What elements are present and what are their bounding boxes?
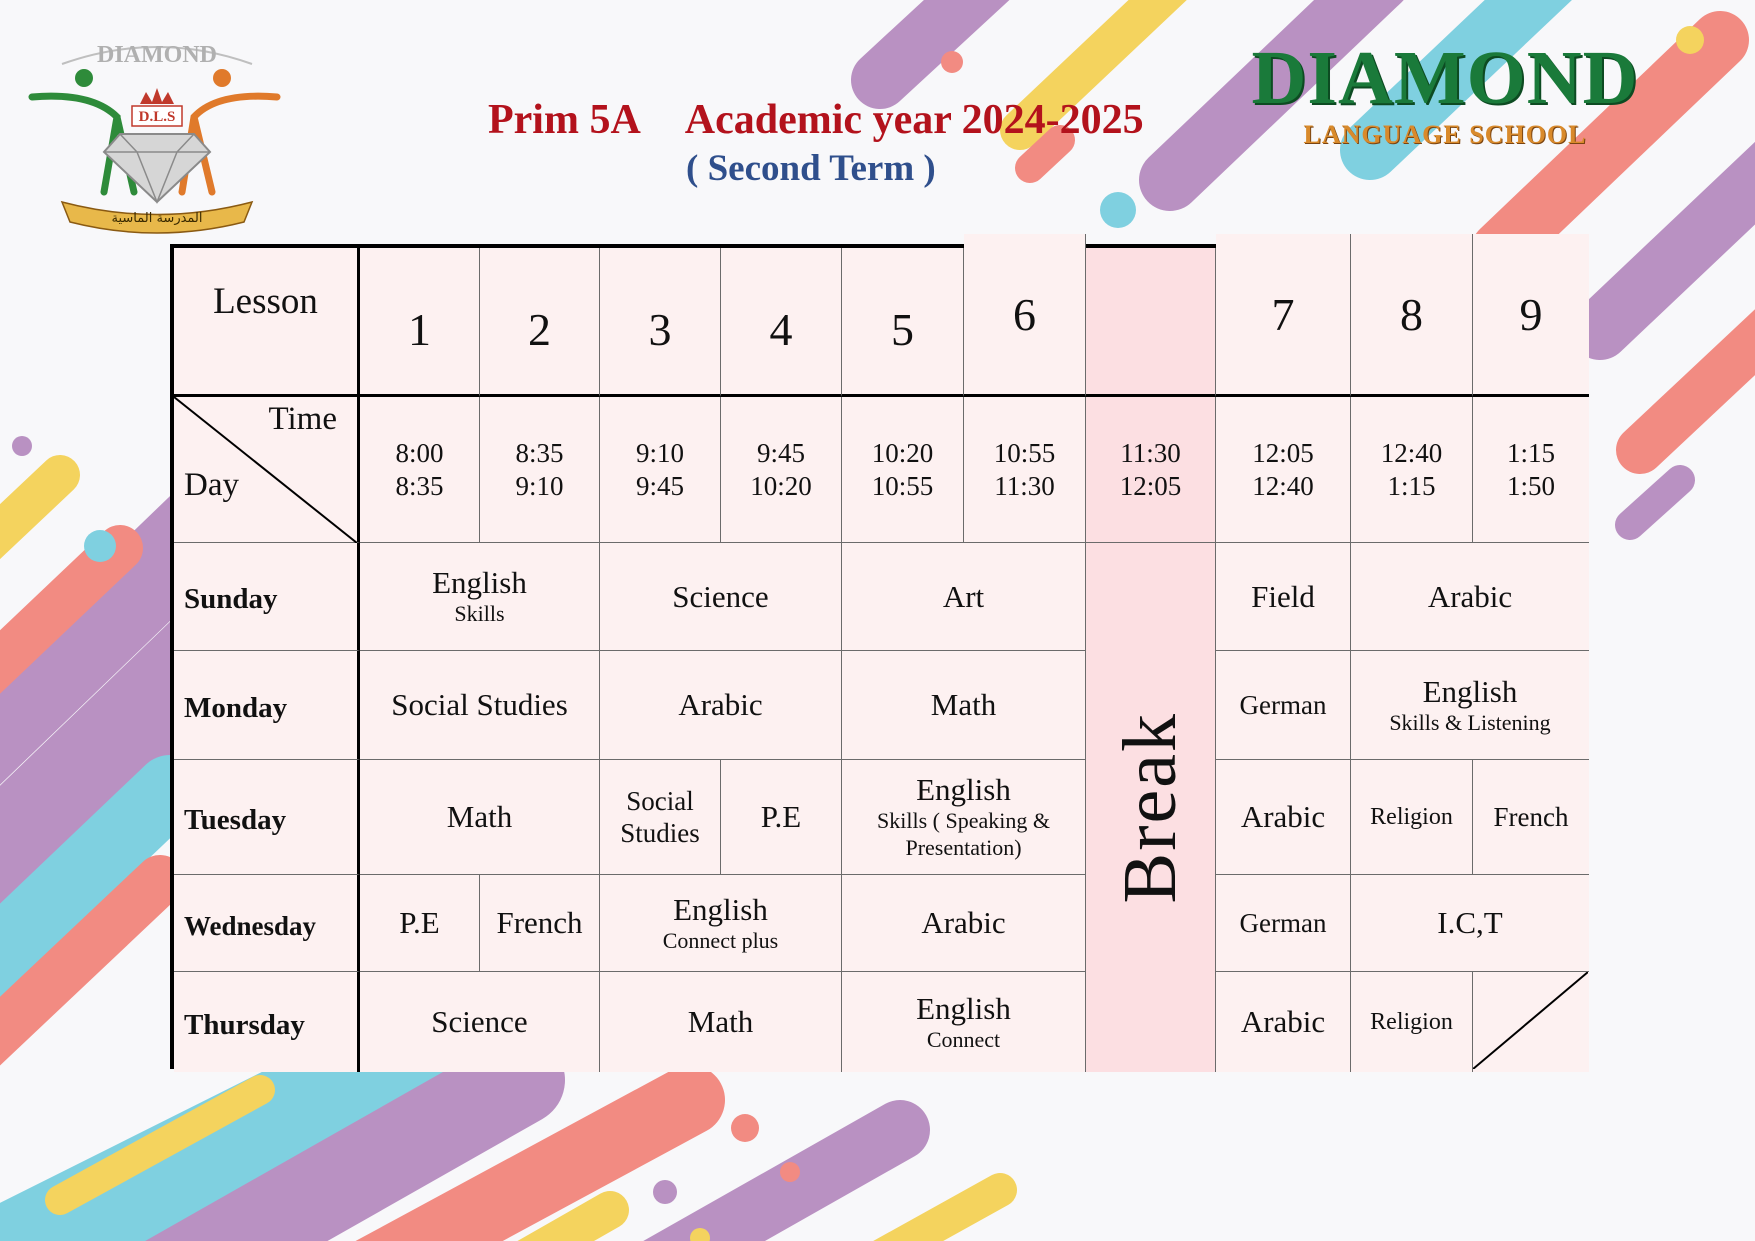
subject-cell: P.E bbox=[721, 760, 842, 875]
time-slot: 8:35 9:10 bbox=[480, 397, 600, 543]
subject-name: English bbox=[916, 772, 1011, 807]
day-thursday: Thursday bbox=[174, 972, 360, 1072]
subject-cell: Arabic bbox=[842, 875, 1086, 972]
break-label: Break bbox=[1108, 711, 1192, 904]
lesson-number: 3 bbox=[600, 248, 721, 397]
subject-detail: Skills ( Speaking & bbox=[877, 808, 1050, 833]
diagonal-divider bbox=[1473, 972, 1588, 1069]
day-sunday: Sunday bbox=[174, 543, 360, 651]
term-label: ( Second Term ) bbox=[686, 148, 936, 189]
time-slot: 10:20 10:55 bbox=[842, 397, 964, 543]
time-slot: 9:10 9:45 bbox=[600, 397, 721, 543]
subject-cell: Religion bbox=[1351, 760, 1473, 875]
subject-cell: Math bbox=[360, 760, 600, 875]
subject-cell: German bbox=[1216, 875, 1351, 972]
class-name: Prim 5A bbox=[488, 97, 641, 143]
subject-cell: Math bbox=[842, 651, 1086, 760]
subject-cell: Science bbox=[600, 543, 842, 651]
subject-cell: Art bbox=[842, 543, 1086, 651]
subject-cell: Math bbox=[600, 972, 842, 1072]
subject-detail: Connect bbox=[926, 1026, 1001, 1052]
school-logo bbox=[22, 22, 292, 237]
subject-cell: Social Studies bbox=[360, 651, 600, 760]
lesson-label: Lesson bbox=[213, 281, 318, 322]
academic-year: Academic year 2024-2025 bbox=[684, 97, 1144, 143]
lesson-number: 8 bbox=[1351, 234, 1473, 397]
time-slot: 9:45 10:20 bbox=[721, 397, 842, 543]
subject-detail: Skills bbox=[454, 601, 505, 626]
lesson-number: 2 bbox=[480, 248, 600, 397]
day-tuesday: Tuesday bbox=[174, 760, 360, 875]
day-wednesday: Wednesday bbox=[174, 875, 360, 972]
page-title bbox=[488, 96, 1144, 144]
day-label: Day bbox=[184, 467, 239, 503]
subject-name: English bbox=[916, 990, 1011, 1026]
brand-name: DIAMOND bbox=[1251, 36, 1639, 120]
time-day-corner bbox=[174, 397, 360, 543]
subject-cell: Science bbox=[360, 972, 600, 1072]
time-slot: 12:40 1:15 bbox=[1351, 397, 1473, 543]
subject-detail: Skills & Listening bbox=[1389, 709, 1551, 735]
subject-cell bbox=[600, 760, 721, 875]
subject-cell: French bbox=[480, 875, 600, 972]
empty-slot bbox=[1473, 972, 1589, 1072]
day-monday: Monday bbox=[174, 651, 360, 760]
subject-cell bbox=[360, 543, 600, 651]
time-slot: 8:00 8:35 bbox=[360, 397, 480, 543]
timetable bbox=[170, 244, 1585, 1069]
subject-cell: Arabic bbox=[1351, 543, 1589, 651]
subject-cell: Arabic bbox=[600, 651, 842, 760]
brand-logo bbox=[1235, 38, 1655, 150]
lesson-number: 4 bbox=[721, 248, 842, 397]
lesson-number: 5 bbox=[842, 248, 964, 397]
time-slot: 10:55 11:30 bbox=[964, 397, 1086, 543]
subject-cell: Field bbox=[1216, 543, 1351, 651]
time-slot-break: 11:30 12:05 bbox=[1086, 397, 1216, 543]
lesson-number: 6 bbox=[964, 234, 1086, 397]
subject-cell: Arabic bbox=[1216, 972, 1351, 1072]
time-slot: 12:05 12:40 bbox=[1216, 397, 1351, 543]
subject-name-line: Studies bbox=[620, 818, 700, 848]
subject-name-line: Social bbox=[626, 786, 694, 816]
logo-top-text: DIAMOND bbox=[97, 42, 217, 68]
subject-name: English bbox=[432, 565, 527, 600]
subject-detail: Presentation) bbox=[905, 835, 1022, 860]
subject-cell: I.C,T bbox=[1351, 875, 1589, 972]
logo-initials: D.L.S bbox=[138, 109, 176, 125]
subject-detail: Connect plus bbox=[662, 927, 779, 953]
brand-subtitle: LANGUAGE SCHOOL bbox=[1303, 120, 1587, 149]
subject-name: English bbox=[1422, 673, 1518, 709]
subject-cell bbox=[600, 875, 842, 972]
logo-ribbon-text: المدرسة الماسية bbox=[111, 211, 203, 226]
subject-cell bbox=[842, 972, 1086, 1072]
time-slot: 1:15 1:50 bbox=[1473, 397, 1589, 543]
lesson-number: 1 bbox=[360, 248, 480, 397]
subject-cell: Religion bbox=[1351, 972, 1473, 1072]
subject-cell: Arabic bbox=[1216, 760, 1351, 875]
lesson-number: 7 bbox=[1216, 234, 1351, 397]
break-header-cell bbox=[1086, 248, 1216, 397]
subject-cell: French bbox=[1473, 760, 1589, 875]
subject-cell: German bbox=[1216, 651, 1351, 760]
subject-cell: P.E bbox=[360, 875, 480, 972]
lesson-number: 9 bbox=[1473, 234, 1589, 397]
subject-cell bbox=[1351, 651, 1589, 760]
break-cell bbox=[1086, 543, 1216, 1072]
lesson-header bbox=[174, 248, 360, 397]
subject-cell bbox=[842, 760, 1086, 875]
time-label: Time bbox=[268, 401, 337, 437]
subject-name: English bbox=[673, 891, 768, 927]
